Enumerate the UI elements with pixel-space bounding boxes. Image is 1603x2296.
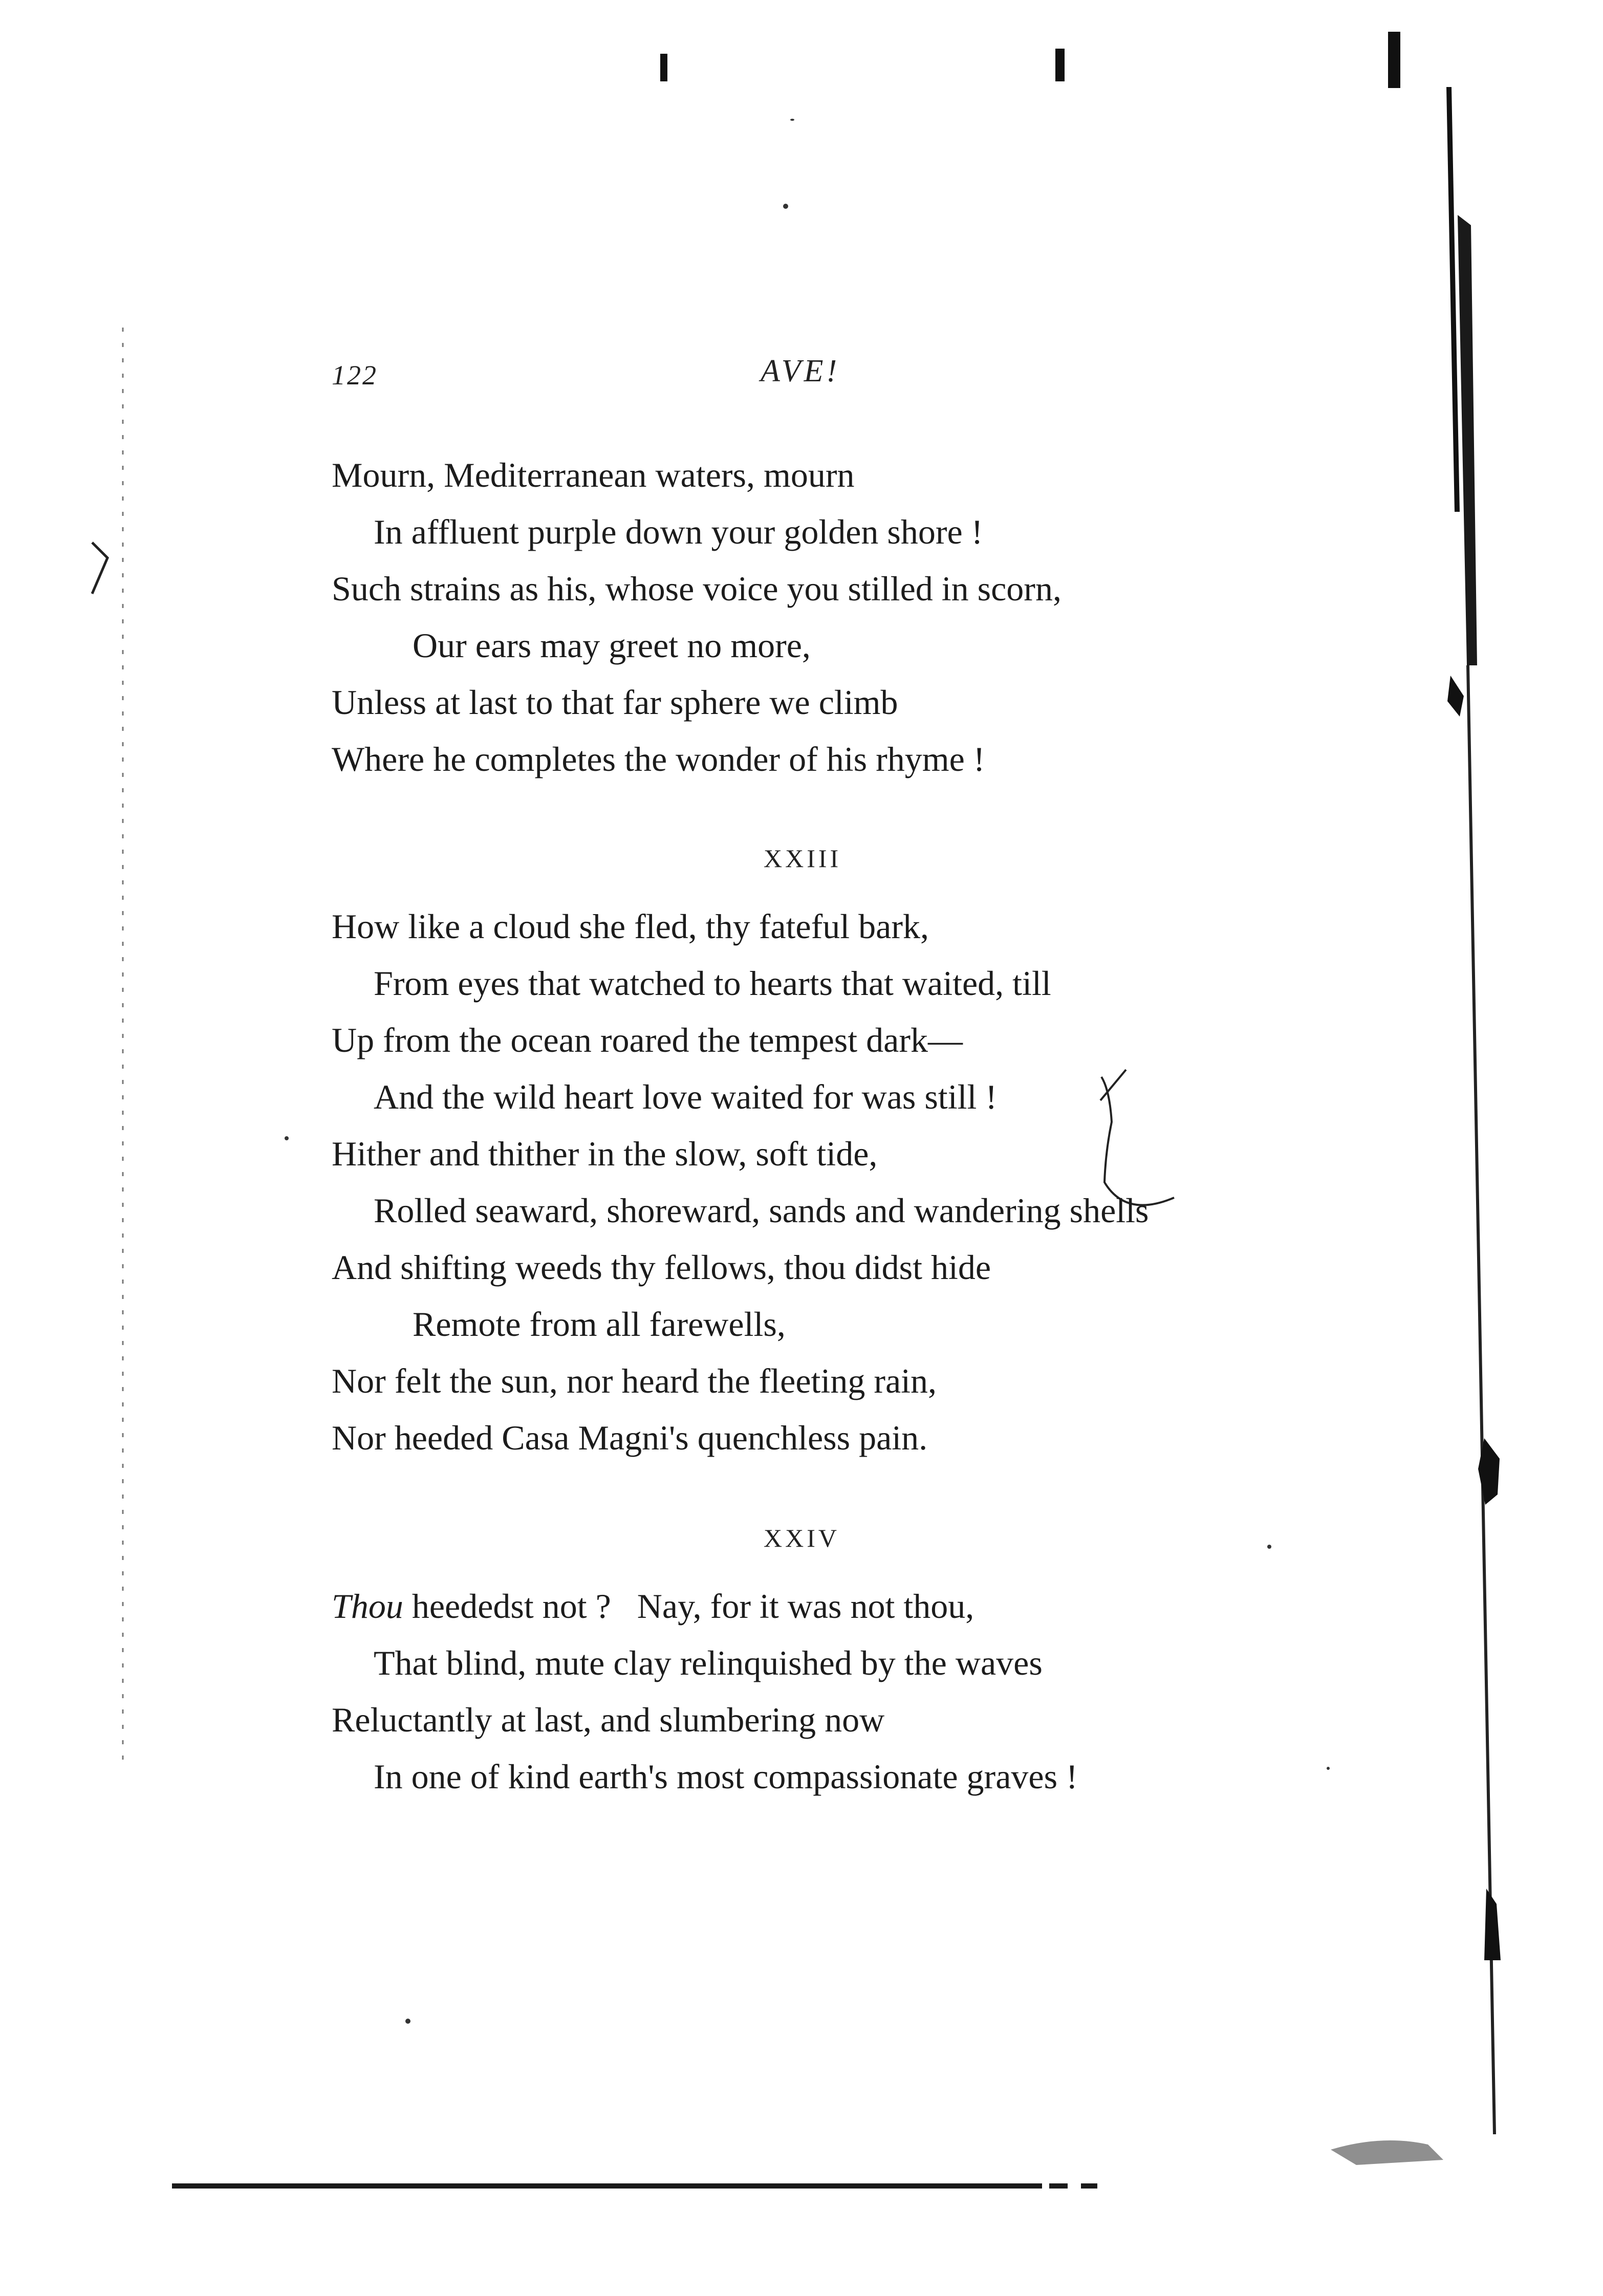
verse-line: Nor felt the sun, nor heard the fleeting rain, — [332, 1361, 937, 1400]
stanza-numeral: XXIV — [764, 1524, 840, 1552]
running-title: AVE! — [761, 354, 840, 388]
italic-word: Thou — [332, 1587, 403, 1626]
verse-line: Such strains as his, whose voice you stilled in scorn, — [332, 569, 1062, 608]
verse-line: How like a cloud she fled, thy fateful bark, — [332, 907, 929, 946]
line-text: heededst not ? Nay, for it was not thou, — [403, 1587, 974, 1626]
verse-line: In affluent purple down your golden shore ! — [374, 512, 983, 551]
bottom-rule-tail — [1049, 2183, 1068, 2189]
verse-line: Remote from all farewells, — [413, 1305, 786, 1344]
verse-line: Nor heeded Casa Magni's quenchless pain. — [332, 1418, 928, 1457]
speck — [285, 1136, 289, 1140]
verse-line: Where he completes the wonder of his rhyme ! — [332, 740, 985, 778]
verse-line: Reluctantly at last, and slumbering now — [332, 1700, 885, 1739]
verse-line: Unless at last to that far sphere we climb — [332, 683, 898, 722]
page-number: 122 — [332, 360, 378, 391]
verse-line: Up from the ocean roared the tempest dark— — [332, 1021, 963, 1059]
speck — [1327, 1767, 1330, 1770]
verse-line: Hither and thither in the slow, soft tide, — [332, 1134, 878, 1173]
bottom-rule-tail — [1081, 2183, 1097, 2189]
bottom-rule — [172, 2183, 1042, 2189]
verse-line: And shifting weeds thy fellows, thou didst hide — [332, 1248, 991, 1287]
stanza-numeral: XXIII — [764, 844, 842, 873]
verse-line: From eyes that watched to hearts that waited, till — [374, 964, 1051, 1003]
verse-line: In one of kind earth's most compassionate graves ! — [374, 1757, 1078, 1796]
verse-line — [332, 1586, 974, 1627]
verse-line: That blind, mute clay relinquished by the waves — [374, 1643, 1043, 1682]
speck — [1267, 1545, 1271, 1549]
verse-line: Rolled seaward, shoreward, sands and wandering shells — [374, 1191, 1149, 1230]
verse-line: And the wild heart love waited for was still ! — [374, 1077, 998, 1116]
verse-line: Our ears may greet no more, — [413, 626, 811, 665]
verse-line: Mourn, Mediterranean waters, mourn — [332, 456, 855, 494]
speck — [783, 204, 788, 209]
speck — [405, 2019, 410, 2024]
speck — [790, 119, 794, 121]
